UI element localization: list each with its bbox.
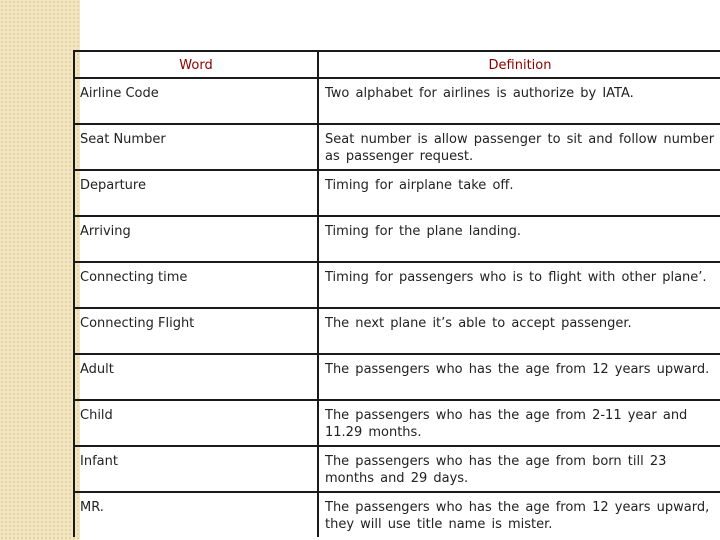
table-row — [74, 262, 720, 308]
definition-cell — [318, 78, 720, 124]
word-cell — [74, 492, 318, 537]
table-row — [74, 124, 720, 170]
definition-cell — [318, 170, 720, 216]
definition-text: The passengers who has the age from 2-11 year and 11.29 months. — [325, 408, 688, 440]
word-text: Departure — [80, 178, 146, 193]
word-text: Infant — [80, 454, 118, 469]
table-row — [74, 354, 720, 400]
definition-text: Timing for passengers who is to flight with other plane’. — [325, 270, 707, 285]
word-cell — [74, 170, 318, 216]
word-cell — [74, 262, 318, 308]
table-row — [74, 216, 720, 262]
definition-cell — [318, 492, 720, 537]
definition-cell — [318, 446, 720, 492]
table-row — [74, 446, 720, 492]
definition-text: Timing for the plane landing. — [325, 224, 522, 239]
word-text: MR. — [80, 500, 104, 515]
vocabulary-table — [73, 50, 720, 537]
vocabulary-table-container — [73, 50, 720, 537]
table-row — [74, 170, 720, 216]
table-header-row — [74, 51, 720, 78]
definition-cell — [318, 124, 720, 170]
word-cell — [74, 124, 318, 170]
word-cell — [74, 446, 318, 492]
definition-cell — [318, 216, 720, 262]
word-cell — [74, 216, 318, 262]
word-cell — [74, 78, 318, 124]
definition-text: The passengers who has the age from 12 years upward. — [325, 362, 710, 377]
definition-text: Seat number is allow passenger to sit and follow number as passenger request. — [325, 132, 715, 164]
table-row — [74, 308, 720, 354]
definition-text: Timing for airplane take off. — [325, 178, 514, 193]
table-row — [74, 78, 720, 124]
table-row — [74, 492, 720, 537]
definition-cell — [318, 400, 720, 446]
word-cell — [74, 400, 318, 446]
word-text: Seat Number — [80, 132, 166, 147]
word-cell — [74, 308, 318, 354]
definition-text: The passengers who has the age from born till 23 months and 29 days. — [325, 454, 667, 486]
table-row — [74, 400, 720, 446]
definition-cell — [318, 308, 720, 354]
word-cell — [74, 354, 318, 400]
word-text: Child — [80, 408, 113, 423]
header-definition: Definition — [318, 51, 720, 78]
word-text: Airline Code — [80, 86, 159, 101]
word-text: Arriving — [80, 224, 131, 239]
definition-cell — [318, 262, 720, 308]
word-text: Connecting time — [80, 270, 188, 285]
decorative-side-pattern — [0, 0, 80, 540]
word-text: Connecting Flight — [80, 316, 195, 331]
definition-text: Two alphabet for airlines is authorize by IATA. — [325, 86, 634, 101]
definition-cell — [318, 354, 720, 400]
definition-text: The next plane it’s able to accept passenger. — [325, 316, 632, 331]
definition-text: The passengers who has the age from 12 years upward, they will use title name is mister. — [325, 500, 710, 532]
header-word: Word — [74, 51, 318, 78]
word-text: Adult — [80, 362, 114, 377]
